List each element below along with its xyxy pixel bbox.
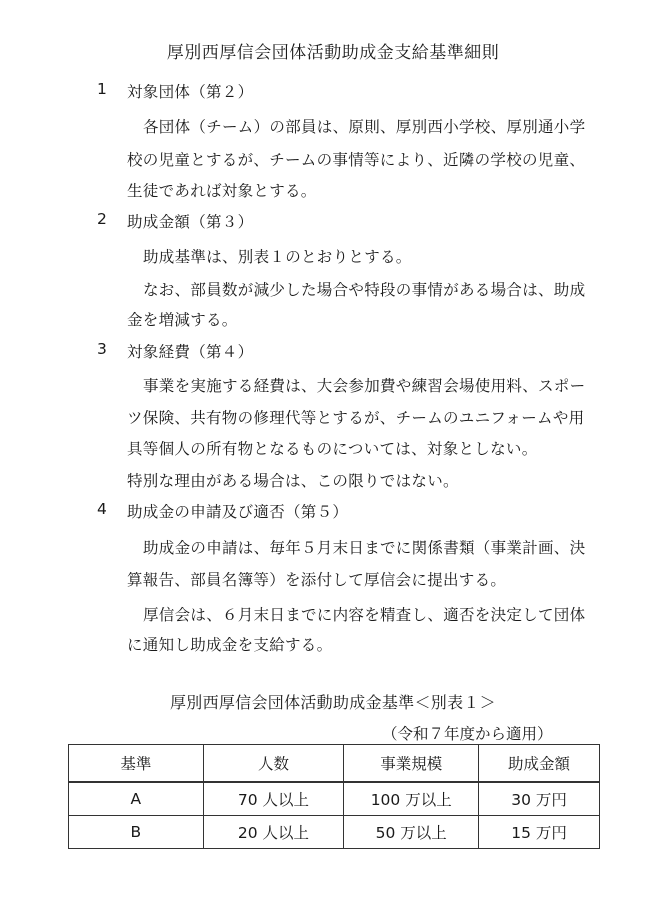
column-header-scale: 事業規模 — [344, 745, 479, 783]
section-text-line: ツ保険、共有物の修理代等とするが、チームのユニフォームや用 — [127, 409, 585, 427]
section-text-line: 特別な理由がある場合は、この限りではない。 — [127, 472, 459, 490]
document-title: 厚別西厚信会団体活動助成金支給基準細則 — [166, 43, 500, 63]
section-text-line: 生徒であれば対象とする。 — [127, 182, 317, 200]
table-header-row — [69, 745, 600, 783]
section-text-line: 金を増減する。 — [127, 311, 238, 329]
table-cell: 30 万円 — [479, 782, 600, 816]
table-row — [69, 816, 600, 849]
section-number: 4 — [97, 500, 107, 518]
section-text-line: 助成基準は、別表１のとおりとする。 — [143, 248, 412, 266]
section-heading: 助成金額（第３） — [127, 213, 254, 231]
column-header-amount: 助成金額 — [479, 745, 600, 783]
section-text-line: 算報告、部員名簿等）を添付して厚信会に提出する。 — [127, 571, 507, 589]
section-number: 1 — [97, 80, 107, 98]
table-cell: 100 万以上 — [344, 782, 479, 816]
table-cell: 15 万円 — [479, 816, 600, 849]
column-header-members: 人数 — [203, 745, 344, 783]
column-header-criterion: 基準 — [69, 745, 204, 783]
section-heading: 対象経費（第４） — [127, 343, 254, 361]
section-text-line: に通知し助成金を支給する。 — [127, 636, 333, 654]
table-cell: 20 人以上 — [203, 816, 344, 849]
section-number: 2 — [97, 210, 107, 228]
section-text-line: なお、部員数が減少した場合や特段の事情がある場合は、助成 — [143, 281, 586, 299]
table-cell: A — [69, 782, 204, 816]
section-text-line: 事業を実施する経費は、大会参加費や練習会場使用料、スポー — [143, 377, 586, 395]
section-number: 3 — [97, 340, 107, 358]
section-text-line: 厚信会は、６月末日までに内容を精査し、適否を決定して団体 — [143, 606, 586, 624]
section-text-line: 校の児童とするが、チームの事情等により、近隣の学校の児童、 — [127, 151, 586, 169]
table-cell: 70 人以上 — [203, 782, 344, 816]
section-text-line: 具等個人の所有物となるものについては、対象としない。 — [127, 440, 538, 458]
table-title: 厚別西厚信会団体活動助成金基準＜別表１＞ — [169, 693, 496, 712]
section-heading: 助成金の申請及び適否（第５） — [127, 503, 349, 521]
section-text-line: 助成金の申請は、毎年５月末日までに関係書類（事業計画、決 — [143, 539, 586, 557]
table-row — [69, 782, 600, 816]
section-heading: 対象団体（第２） — [127, 83, 254, 101]
section-text-line: 各団体（チーム）の部員は、原則、厚別西小学校、厚別通小学 — [143, 118, 586, 136]
subsidy-criteria-table — [68, 744, 600, 849]
table-cell: 50 万以上 — [344, 816, 479, 849]
table-note: （令和７年度から適用） — [382, 725, 553, 743]
table-cell: B — [69, 816, 204, 849]
